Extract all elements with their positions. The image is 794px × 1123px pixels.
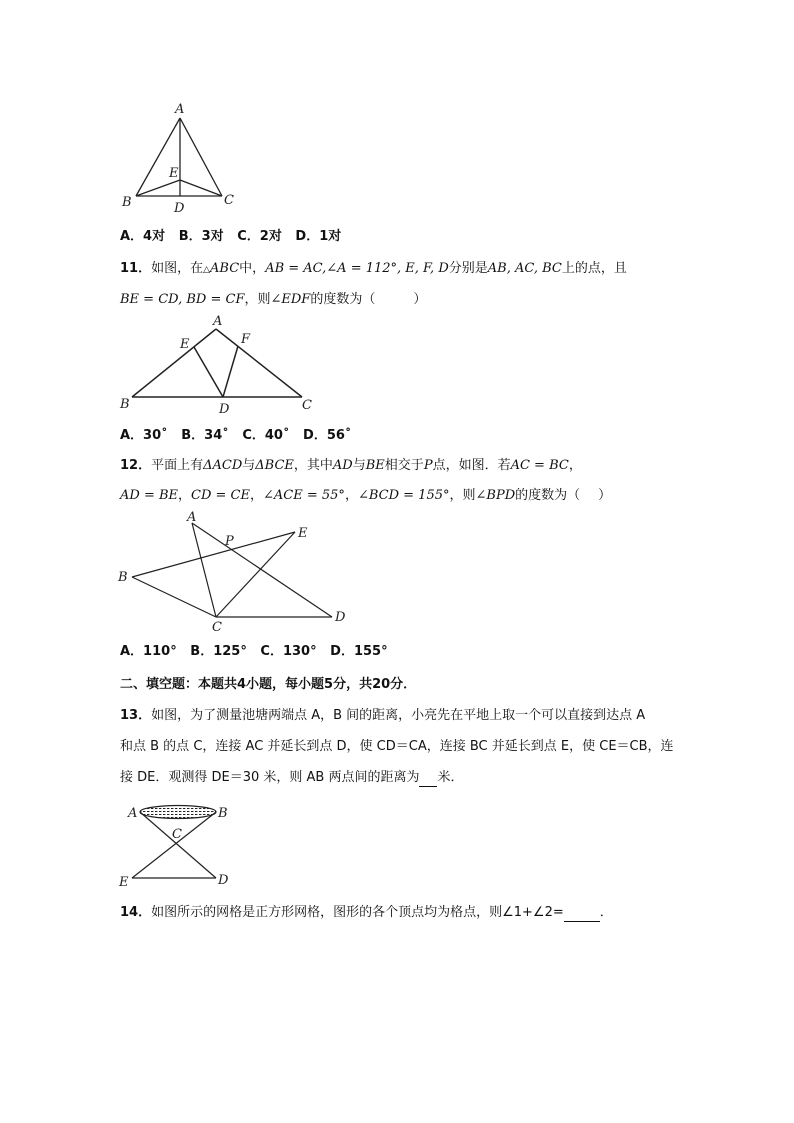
figure-q13 xyxy=(115,798,240,893)
q12-stem-line2 xyxy=(120,487,611,505)
q11-options xyxy=(120,427,351,445)
q11-triangle: ABC xyxy=(210,261,240,276)
q11-text: 分别是 xyxy=(448,261,488,276)
option-d[interactable]: D．1对 xyxy=(295,229,342,244)
question-number: 14． xyxy=(120,905,152,920)
q11-stem-line1 xyxy=(120,260,627,279)
q12-condition: CD = CE xyxy=(191,488,250,503)
option-d[interactable]: D．56˚ xyxy=(303,428,352,443)
figure-q11 xyxy=(115,313,325,418)
label-a: A xyxy=(187,510,197,525)
pond-ellipse xyxy=(140,806,216,819)
option-b[interactable]: B．3对 xyxy=(178,229,224,244)
q12-text: ，则 xyxy=(449,488,476,503)
figure-q12 xyxy=(115,507,355,635)
question-number: 11． xyxy=(120,261,152,276)
option-a[interactable]: A．30˚ xyxy=(120,428,168,443)
label-e: E xyxy=(180,337,190,352)
q13-stem-line3 xyxy=(120,769,463,787)
option-a[interactable]: A．4对 xyxy=(120,229,166,244)
q11-text: 的度数为（ xyxy=(310,292,376,307)
q12-text: ， xyxy=(344,488,358,503)
q11-text: 如图，在 xyxy=(151,261,204,276)
label-b: B xyxy=(118,570,128,585)
label-b: B xyxy=(218,806,228,821)
q12-condition: AC = BC xyxy=(510,458,569,473)
q11-angle: ∠EDF xyxy=(270,292,311,307)
label-c: C xyxy=(302,398,312,413)
q12-condition: ∠ACE = 55° xyxy=(263,488,345,503)
q12-condition: ∠BCD = 155° xyxy=(357,488,450,503)
label-a: A xyxy=(175,102,185,117)
label-p: P xyxy=(225,534,234,549)
q13-stem-line1 xyxy=(120,707,645,725)
label-b: B xyxy=(120,397,130,412)
q11-stem-line2 xyxy=(120,291,426,309)
q12-text: ， xyxy=(568,458,582,473)
q12-text: ， xyxy=(250,488,264,503)
option-d[interactable]: D．155° xyxy=(330,644,388,659)
q12-segment: BE xyxy=(365,458,385,473)
q10-options xyxy=(120,228,341,246)
q11-text: 中， xyxy=(239,261,266,276)
q12-text: ，其中 xyxy=(293,458,333,473)
answer-blank[interactable] xyxy=(564,907,600,922)
answer-blank[interactable] xyxy=(419,772,437,787)
q13-stem-line2 xyxy=(120,738,674,756)
q12-stem-line1 xyxy=(120,457,582,475)
q12-text: 与 xyxy=(352,458,366,473)
label-e: E xyxy=(298,526,308,541)
q12-triangle: ΔBCE xyxy=(255,458,294,473)
q12-text: 的度数为（ xyxy=(515,488,581,503)
label-c: C xyxy=(212,620,222,635)
option-c[interactable]: C．40˚ xyxy=(242,428,290,443)
question-number: 12． xyxy=(120,458,152,473)
q12-options xyxy=(120,643,388,661)
q12-text: ， xyxy=(178,488,192,503)
q12-condition: AD = BE xyxy=(120,488,179,503)
label-a: A xyxy=(213,314,223,329)
option-c[interactable]: C．130° xyxy=(260,644,317,659)
figure-q10 xyxy=(118,100,248,215)
label-d: D xyxy=(218,873,229,888)
label-b: B xyxy=(122,195,132,210)
label-c: C xyxy=(172,827,182,842)
q12-segment: AD xyxy=(332,458,353,473)
q13-text: 米． xyxy=(437,770,464,785)
q12-text: 平面上有 xyxy=(151,458,204,473)
q13-text: 和点 B 的点 C，连接 AC 并延长到点 D，使 CD＝CA，连接 BC 并延长到点 E，使 CE＝CB，连 xyxy=(120,739,674,754)
q14-text: 如图所示的网格是正方形网格，图形的各个顶点均为格点，则∠1+∠2= xyxy=(151,905,564,920)
q14-stem xyxy=(120,904,613,922)
q11-text: 上的点，且 xyxy=(561,261,627,276)
q12-triangle: ΔACD xyxy=(203,458,243,473)
section-heading: 二、填空题：本题共4小题，每小题5分，共20分． xyxy=(120,677,417,692)
option-c[interactable]: C．2对 xyxy=(237,229,282,244)
label-d: D xyxy=(335,610,346,625)
label-e: E xyxy=(169,166,179,181)
label-d: D xyxy=(174,201,185,215)
label-e: E xyxy=(119,875,129,890)
q11-text: ，则 xyxy=(244,292,271,307)
q11-condition: AB = AC,∠A = 112°, E, F, D xyxy=(265,261,449,276)
question-number: 13． xyxy=(120,708,152,723)
q11-condition: BE = CD, BD = CF xyxy=(120,292,245,307)
triangle-symbol-icon: △ xyxy=(203,265,211,275)
q11-text: ） xyxy=(413,292,427,307)
q12-angle: ∠BPD xyxy=(475,488,516,503)
q12-point: P xyxy=(423,458,433,473)
label-c: C xyxy=(224,193,234,208)
option-a[interactable]: A．110° xyxy=(120,644,177,659)
q14-text: ． xyxy=(599,905,613,920)
q11-segments: AB, AC, BC xyxy=(487,261,562,276)
label-f: F xyxy=(241,332,251,347)
label-d: D xyxy=(219,402,230,417)
q12-text: 与 xyxy=(242,458,256,473)
q13-text: 接 DE．观测得 DE＝30 米，则 AB 两点间的距离为 xyxy=(120,770,420,785)
q12-text: 相交于 xyxy=(384,458,424,473)
q12-text: 点，如图．若 xyxy=(432,458,511,473)
label-a: A xyxy=(128,806,138,821)
q13-text: 如图，为了测量池塘两端点 A，B 间的距离，小亮先在平地上取一个可以直接到达点 A xyxy=(151,708,646,723)
option-b[interactable]: B．34˚ xyxy=(181,428,229,443)
option-b[interactable]: B．125° xyxy=(190,644,247,659)
q12-text: ） xyxy=(598,488,612,503)
